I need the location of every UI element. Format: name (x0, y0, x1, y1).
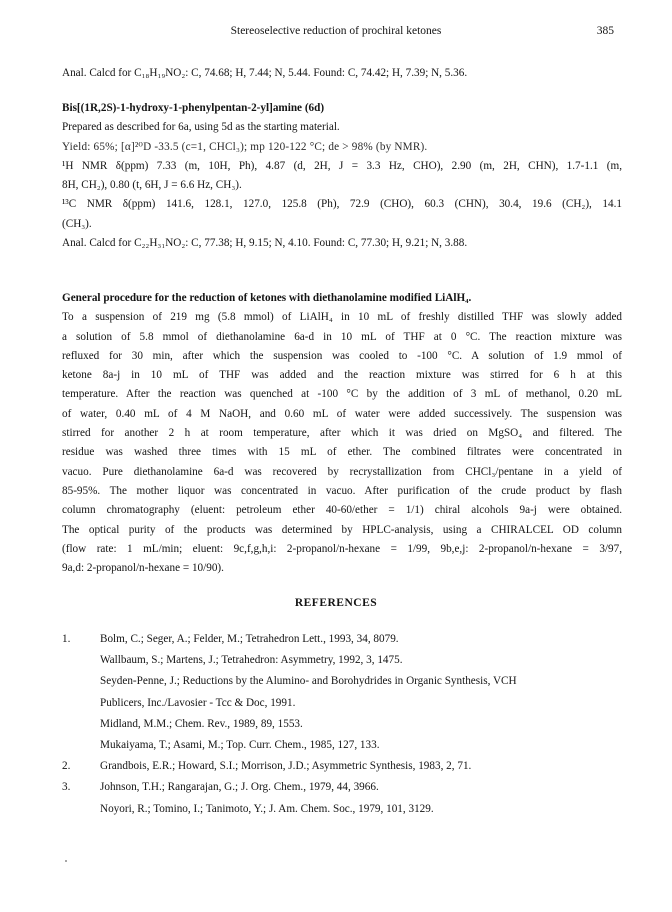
reference-text: Bolm, C.; Seger, A.; Felder, M.; Tetrahedron Lett., 1993, 34, 8079. (100, 633, 399, 645)
procedure-line: column chromatography (eluent: petroleum ether 40-60/ether = 1/1) chiral alcohols 9a-j were obtained. (62, 504, 622, 517)
reference-text: Seyden-Penne, J.; Reductions by the Alumino- and Borohydrides in Organic Synthesis, VCH (100, 675, 517, 688)
reference-text: Midland, M.M.; Chem. Rev., 1989, 89, 1553. (100, 717, 303, 730)
procedure-line: The optical purity of the products was determined by HPLC-analysis, using a CHIRALCEL OD column (62, 523, 622, 536)
elemental-analysis-6c: Anal. Calcd for C₁₈H₁₉NO₂: C, 74.68; H, 7.44; N, 5.44. Found: C, 74.42; H, 7.39; N, 5.36. (62, 67, 468, 79)
reference-number: 1. (62, 633, 71, 645)
reference-entry (62, 650, 622, 671)
reference-text: Mukaiyama, T.; Asami, M.; Top. Curr. Chem., 1985, 127, 133. (100, 738, 380, 751)
reference-entry (62, 629, 622, 650)
procedure-line: stirred for another 2 h at room temperature, after which it was dried on MgSO₄ and filtered. The (62, 427, 622, 440)
procedure-line: To a suspension of 219 mg (5.8 mmol) of LiAlH₄ in 10 mL of freshly distilled THF was slowly added (62, 311, 622, 324)
procedure-line: (flow rate: 1 mL/min; eluent: 9c,f,g,h,i: 2-propanol/n-hexane = 1/99, 9b,e,j: 2-propanol/n-hexane = 3/97, (62, 542, 622, 555)
reference-entry (62, 777, 622, 798)
reference-entry (62, 756, 622, 777)
procedure-line: residue was washed three times with 15 mL of ether. The combined filtrates were concentrated in (62, 446, 622, 459)
compound-title: Bis[(1R,2S)-1-hydroxy-1-phenylpentan-2-yl]amine (6d) (62, 102, 325, 114)
reference-number: 2. (62, 760, 71, 773)
elemental-analysis-6d: Anal. Calcd for C₂₂H₃₁NO₂: C, 77.38; H, 9.15; N, 4.10. Found: C, 77.30; H, 9.21; N, 3.88. (62, 237, 468, 250)
reference-text: Wallbaum, S.; Martens, J.; Tetrahedron: Asymmetry, 1992, 3, 1475. (100, 654, 403, 667)
scan-speck (65, 860, 67, 862)
reference-text: Johnson, T.H.; Rangarajan, G.; J. Org. Chem., 1979, 44, 3966. (100, 781, 379, 794)
procedure-title: General procedure for the reduction of ketones with diethanolamine modified LiAlH₄. (62, 292, 472, 304)
reference-entry (62, 671, 622, 692)
previous-analysis (62, 64, 622, 83)
reference-entry (62, 714, 622, 735)
references-heading: REFERENCES (294, 597, 378, 609)
reference-text: Grandbois, E.R.; Howard, S.I.; Morrison, J.D.; Asymmetric Synthesis, 1983, 2, 71. (100, 760, 472, 773)
c-nmr-line-1: ¹³C NMR δ(ppm) 141.6, 128.1, 127.0, 125.8 (Ph), 72.9 (CHO), 60.3 (CHN), 30.4, 19.6 (CH₂), 14.1 (62, 198, 622, 211)
reference-entry (62, 799, 622, 820)
procedure-line: of water, 0.40 mL of 4 M NaOH, and 0.60 mL of water were added successively. The suspension was (62, 407, 622, 420)
procedure-line: 9a,d: 2-propanol/n-hexane = 10/90). (62, 562, 224, 575)
procedure-line: refluxed for 30 min, after which the suspension was cooled to -100 °C. A solution of 1.9 mmol of (62, 349, 622, 362)
reference-number: 3. (62, 781, 71, 794)
general-procedure (62, 289, 622, 578)
procedure-line: vacuo. Pure diethanolamine 6a-d was recovered by recrystallization from CHCl₃/pentane in a yield of (62, 465, 622, 478)
reference-entry (62, 735, 622, 756)
yield-line: Yield: 65%; [α]²⁰D -33.5 (c=1, CHCl₃); mp 120-122 °C; de > 98% (by NMR). (62, 140, 428, 153)
reference-text: Noyori, R.; Tomino, I.; Tanimoto, Y.; J. Am. Chem. Soc., 1979, 101, 3129. (100, 802, 434, 815)
page-number: 385 (596, 25, 614, 37)
procedure-line: temperature. After the reaction was quenched at -100 °C by the addition of 3 mL of methanol, 0.20 mL (62, 388, 622, 401)
prepared-line: Prepared as described for 6a, using 5d as the starting material. (62, 121, 340, 134)
procedure-line: ketone 8a-j in 10 mL of THF was added and the reaction mixture was stirred for 6 h at this (62, 369, 622, 382)
reference-text: Publicers, Inc./Lavosier - Tcc & Doc, 1991. (100, 696, 296, 709)
page-header (0, 25, 672, 41)
reference-entry (62, 693, 622, 714)
h-nmr-line-1: ¹H NMR δ(ppm) 7.33 (m, 10H, Ph), 4.87 (d, 2H, J = 3.3 Hz, CHO), 2.90 (m, 2H, CHN), 1.7-1.1 (m, (62, 159, 622, 172)
procedure-line: a solution of 5.8 mmol of diethanolamine 6a-d in 10 mL of THF at 0 °C. The reaction mixture was (62, 330, 622, 343)
procedure-line: 85-95%. The mother liquor was concentrated in vacuo. After purification of the crude product by flash (62, 484, 622, 497)
c-nmr-line-2: (CH₃). (62, 217, 92, 230)
h-nmr-line-2: 8H, CH₂), 0.80 (t, 6H, J = 6.6 Hz, CH₃). (62, 179, 242, 192)
references-list (62, 629, 622, 820)
running-title: Stereoselective reduction of prochiral ketones (230, 25, 442, 37)
compound-6d-section (62, 99, 622, 253)
